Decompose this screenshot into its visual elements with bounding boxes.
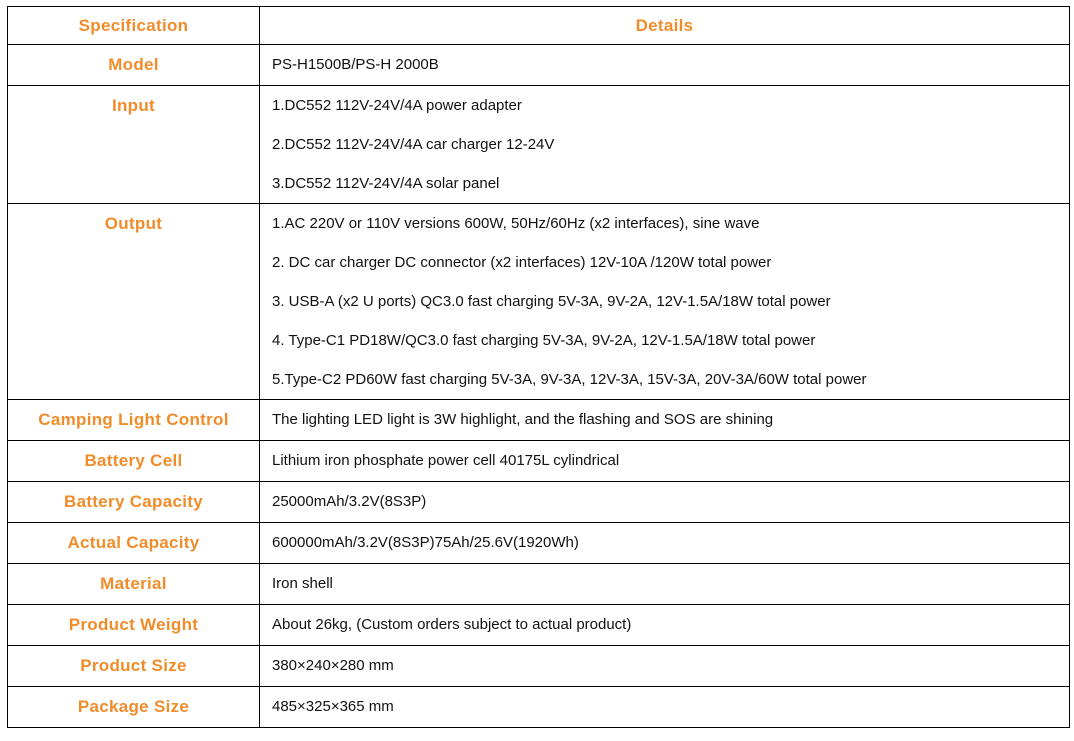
spec-details xyxy=(260,564,1070,605)
spec-details xyxy=(260,400,1070,441)
spec-label: Input xyxy=(8,86,260,204)
spec-details xyxy=(260,605,1070,646)
spec-details xyxy=(260,45,1070,86)
row-battery-cell xyxy=(8,441,1070,482)
detail-line: 1.DC552 112V-24V/4A power adapter xyxy=(272,97,522,114)
detail-line: 380×240×280 mm xyxy=(272,657,394,674)
row-actual-capacity xyxy=(8,523,1070,564)
spec-details xyxy=(260,482,1070,523)
spec-label: Actual Capacity xyxy=(8,523,260,564)
detail-line: 1.AC 220V or 110V versions 600W, 50Hz/60Hz (x2 interfaces), sine wave xyxy=(272,215,760,232)
detail-line: PS-H1500B/PS-H 2000B xyxy=(272,56,439,73)
spec-details xyxy=(260,86,1070,204)
spec-label: Battery Capacity xyxy=(8,482,260,523)
detail-line: 5.Type-C2 PD60W fast charging 5V-3A, 9V-3A, 12V-3A, 15V-3A, 20V-3A/60W total power xyxy=(272,371,867,388)
header-specification: Specification xyxy=(8,7,260,45)
header-details: Details xyxy=(260,7,1070,45)
spec-label: Camping Light Control xyxy=(8,400,260,441)
row-product-weight xyxy=(8,605,1070,646)
spec-table xyxy=(7,6,1070,728)
spec-label: Output xyxy=(8,204,260,400)
spec-details xyxy=(260,204,1070,400)
detail-line: The lighting LED light is 3W highlight, and the flashing and SOS are shining xyxy=(272,411,774,428)
spec-label: Product Weight xyxy=(8,605,260,646)
spec-label: Material xyxy=(8,564,260,605)
spec-label: Battery Cell xyxy=(8,441,260,482)
detail-line: 25000mAh/3.2V(8S3P) xyxy=(272,493,427,510)
detail-line: About 26kg, (Custom orders subject to actual product) xyxy=(272,616,632,633)
spec-details xyxy=(260,523,1070,564)
detail-line: Lithium iron phosphate power cell 40175L cylindrical xyxy=(272,452,620,469)
row-battery-capacity xyxy=(8,482,1070,523)
spec-details xyxy=(260,646,1070,687)
row-input xyxy=(8,86,1070,204)
detail-line: 485×325×365 mm xyxy=(272,698,394,715)
detail-line: 2. DC car charger DC connector (x2 interfaces) 12V-10A /120W total power xyxy=(272,254,772,271)
detail-line: 4. Type-C1 PD18W/QC3.0 fast charging 5V-3A, 9V-2A, 12V-1.5A/18W total power xyxy=(272,332,816,349)
row-model xyxy=(8,45,1070,86)
spec-details xyxy=(260,687,1070,728)
row-output xyxy=(8,204,1070,400)
header-row xyxy=(8,7,1070,45)
row-package-size xyxy=(8,687,1070,728)
row-product-size xyxy=(8,646,1070,687)
row-material xyxy=(8,564,1070,605)
detail-line: 3. USB-A (x2 U ports) QC3.0 fast charging 5V-3A, 9V-2A, 12V-1.5A/18W total power xyxy=(272,293,831,310)
spec-label: Product Size xyxy=(8,646,260,687)
spec-details xyxy=(260,441,1070,482)
detail-line: Iron shell xyxy=(272,575,333,592)
spec-label: Model xyxy=(8,45,260,86)
row-camping-light-control xyxy=(8,400,1070,441)
detail-line: 3.DC552 112V-24V/4A solar panel xyxy=(272,175,500,192)
detail-line: 2.DC552 112V-24V/4A car charger 12-24V xyxy=(272,136,555,153)
detail-line: 600000mAh/3.2V(8S3P)75Ah/25.6V(1920Wh) xyxy=(272,534,579,551)
spec-label: Package Size xyxy=(8,687,260,728)
